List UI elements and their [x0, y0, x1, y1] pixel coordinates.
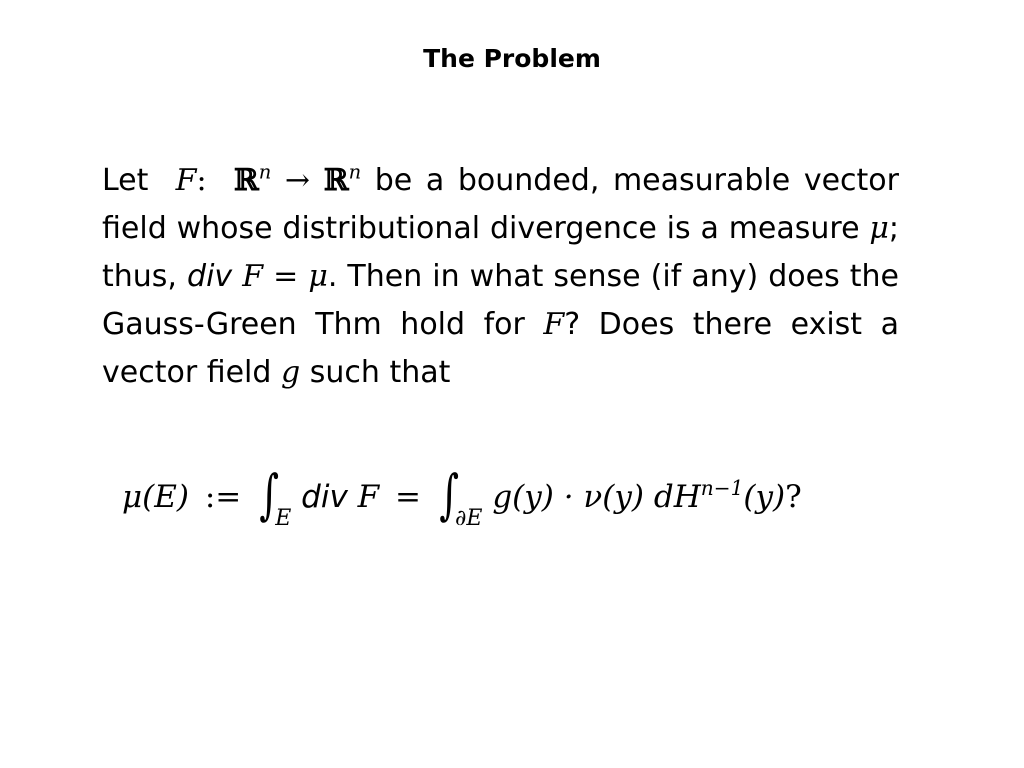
symbol-n-superscript: n: [258, 160, 272, 184]
word-let: Let: [102, 163, 149, 198]
formula-integrand: g(y) · ν(y): [492, 479, 644, 515]
integral-subscript-boundary: ∂E: [455, 506, 483, 531]
symbol-mu: μ: [869, 211, 889, 246]
text-then-sense: . Then in what sense (if any) does the Gauss-Green Thm hold for: [102, 259, 899, 342]
symbol-colon: :: [196, 163, 207, 198]
slide-title: The Problem: [423, 44, 601, 73]
problem-statement: [102, 157, 899, 397]
text-div: div: [187, 259, 233, 294]
formula-define: :=: [204, 479, 242, 515]
formula-equals: =: [395, 479, 422, 515]
text-vector-field-description: be a bounded, measurable vector field whose distributional divergence is a measure: [102, 163, 899, 246]
formula-question-mark: ?: [785, 479, 802, 515]
text-thus: ; thus,: [102, 211, 899, 294]
formula-div: div: [301, 479, 348, 515]
formula-measure: dH: [653, 479, 701, 515]
symbol-n-superscript-target: n: [348, 160, 362, 184]
integral-sign-volume: ∫: [259, 463, 280, 526]
integral-subscript-E: E: [275, 506, 292, 531]
symbol-g: g: [280, 355, 301, 390]
gauss-green-formula: [122, 460, 902, 540]
symbol-arrow: →: [284, 163, 311, 198]
formula-lhs: μ(E): [122, 479, 189, 515]
integral-sign-boundary: ∫: [439, 463, 459, 526]
symbol-reals-target: ℝ: [323, 163, 349, 198]
symbol-equals: =: [273, 259, 299, 294]
symbol-mu-rhs: μ: [308, 259, 328, 294]
symbol-F-question: F: [543, 307, 565, 342]
formula-F: F: [357, 479, 380, 515]
formula-measure-argument: (y): [743, 479, 786, 515]
symbol-F: F: [175, 163, 197, 198]
symbol-reals: ℝ: [233, 163, 259, 198]
symbol-F-div: F: [242, 259, 264, 294]
formula-measure-exponent: n−1: [700, 475, 744, 500]
text-does-there-exist: ? Does there exist a vector field: [102, 307, 899, 390]
text-such-that: such that: [309, 355, 451, 390]
